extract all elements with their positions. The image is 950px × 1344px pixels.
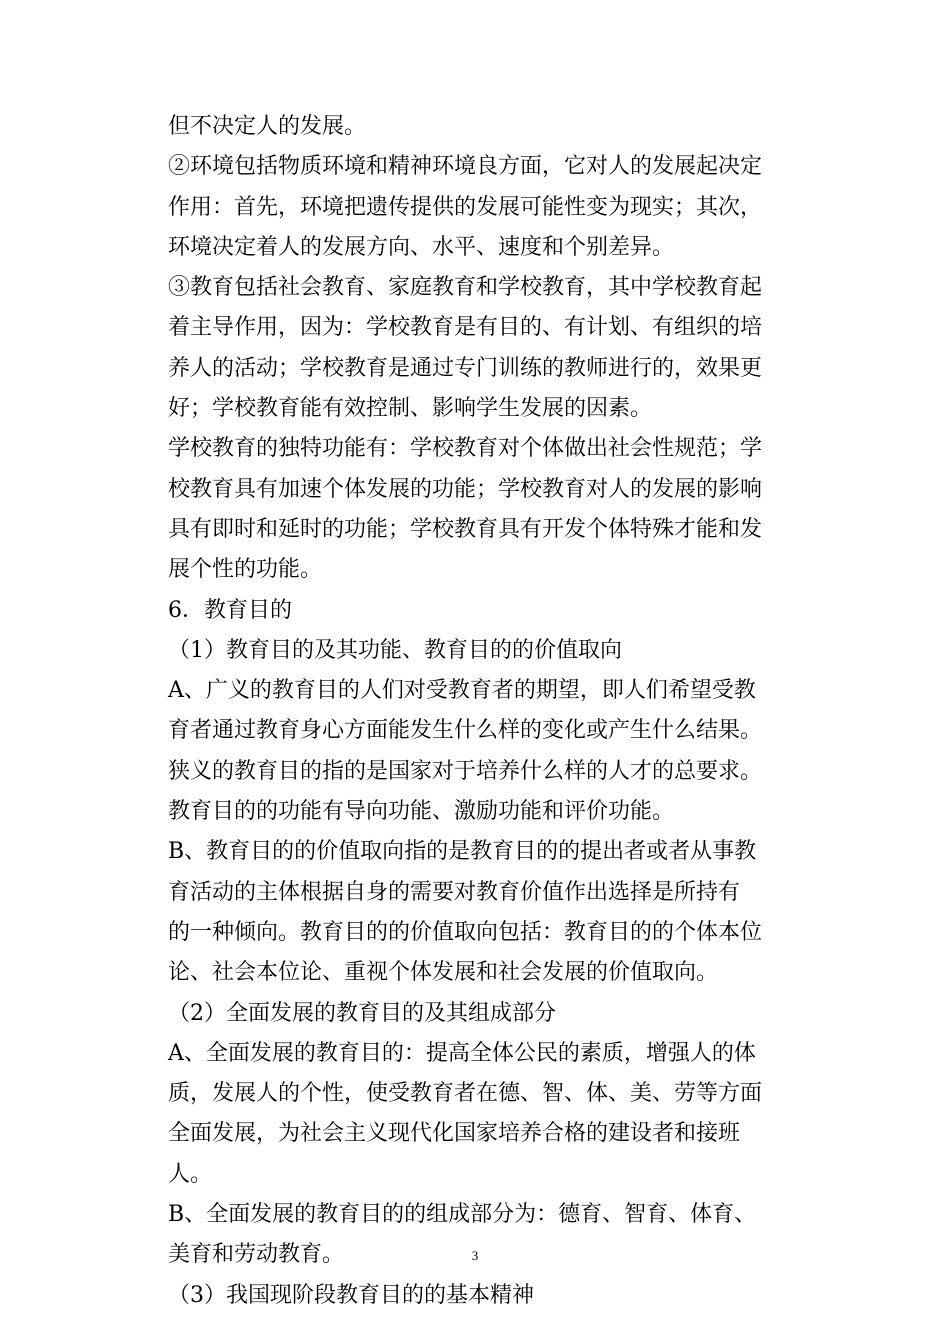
text-line: ③教育包括社会教育、家庭教育和学校教育，其中学校教育起 — [168, 275, 763, 301]
text-line: 环境决定着人的发展方向、水平、速度和个别差异。 — [168, 234, 675, 260]
text-line: 养人的活动；学校教育是通过专门训练的教师进行的，效果更 — [168, 355, 763, 381]
text-line: 但不决定人的发展。 — [168, 114, 367, 139]
text-line: 育活动的主体根据自身的需要对教育价值作出选择是所持有 — [168, 879, 741, 905]
text-line: 学校教育的独特功能有：学校教育对个体做出社会性规范；学 — [168, 436, 763, 462]
text-line: A、全面发展的教育目的：提高全体公民的素质，增强人的体 — [168, 1040, 756, 1066]
text-line: 教育目的的功能有导向功能、激励功能和评价功能。 — [168, 799, 675, 825]
text-line: B、教育目的的价值取向指的是教育目的的提出者或者从事教 — [168, 839, 757, 865]
text-line: 质，发展人的个性，使受教育者在德、智、体、美、劳等方面 — [168, 1081, 763, 1107]
page-number: 3 — [471, 1248, 479, 1263]
subsection-heading: （3）我国现阶段教育目的的基本精神 — [168, 1282, 534, 1308]
text-line: 狭义的教育目的指的是国家对于培养什么样的人才的总要求。 — [168, 758, 763, 784]
text-line: 展个性的功能。 — [168, 557, 323, 583]
text-line: 作用：首先，环境把遗传提供的发展可能性变为现实；其次， — [168, 194, 763, 220]
text-line: 人。 — [168, 1161, 213, 1187]
body-text — [168, 107, 818, 1316]
text-line: 具有即时和延时的功能；学校教育具有开发个体特殊才能和发 — [168, 516, 763, 542]
text-line: 好；学校教育能有效控制、影响学生发展的因素。 — [168, 396, 653, 422]
text-line: 论、社会本位论、重视个体发展和社会发展的价值取向。 — [168, 960, 719, 986]
text-line: 美育和劳动教育。 — [168, 1242, 345, 1268]
subsection-heading: （1）教育目的及其功能、教育目的的价值取向 — [168, 637, 622, 663]
text-line: 的一种倾向。教育目的的价值取向包括：教育目的的个体本位 — [168, 919, 763, 945]
subsection-heading: （2）全面发展的教育目的及其组成部分 — [168, 1000, 556, 1026]
text-line: 着主导作用，因为：学校教育是有目的、有计划、有组织的培 — [168, 315, 763, 341]
text-line: 育者通过教育身心方面能发生什么样的变化或产生什么结果。 — [168, 718, 763, 744]
text-line: ②环境包括物质环境和精神环境良方面，它对人的发展起决定 — [168, 154, 763, 180]
section-heading: 6．教育目的 — [168, 597, 292, 623]
text-line: A、广义的教育目的人们对受教育者的期望，即人们希望受教 — [168, 678, 756, 704]
text-line: 校教育具有加速个体发展的功能；学校教育对人的发展的影响 — [168, 476, 763, 502]
text-line: 全面发展，为社会主义现代化国家培养合格的建设者和接班 — [168, 1121, 741, 1147]
text-line: B、全面发展的教育目的的组成部分为：德育、智育、体育、 — [168, 1202, 757, 1228]
